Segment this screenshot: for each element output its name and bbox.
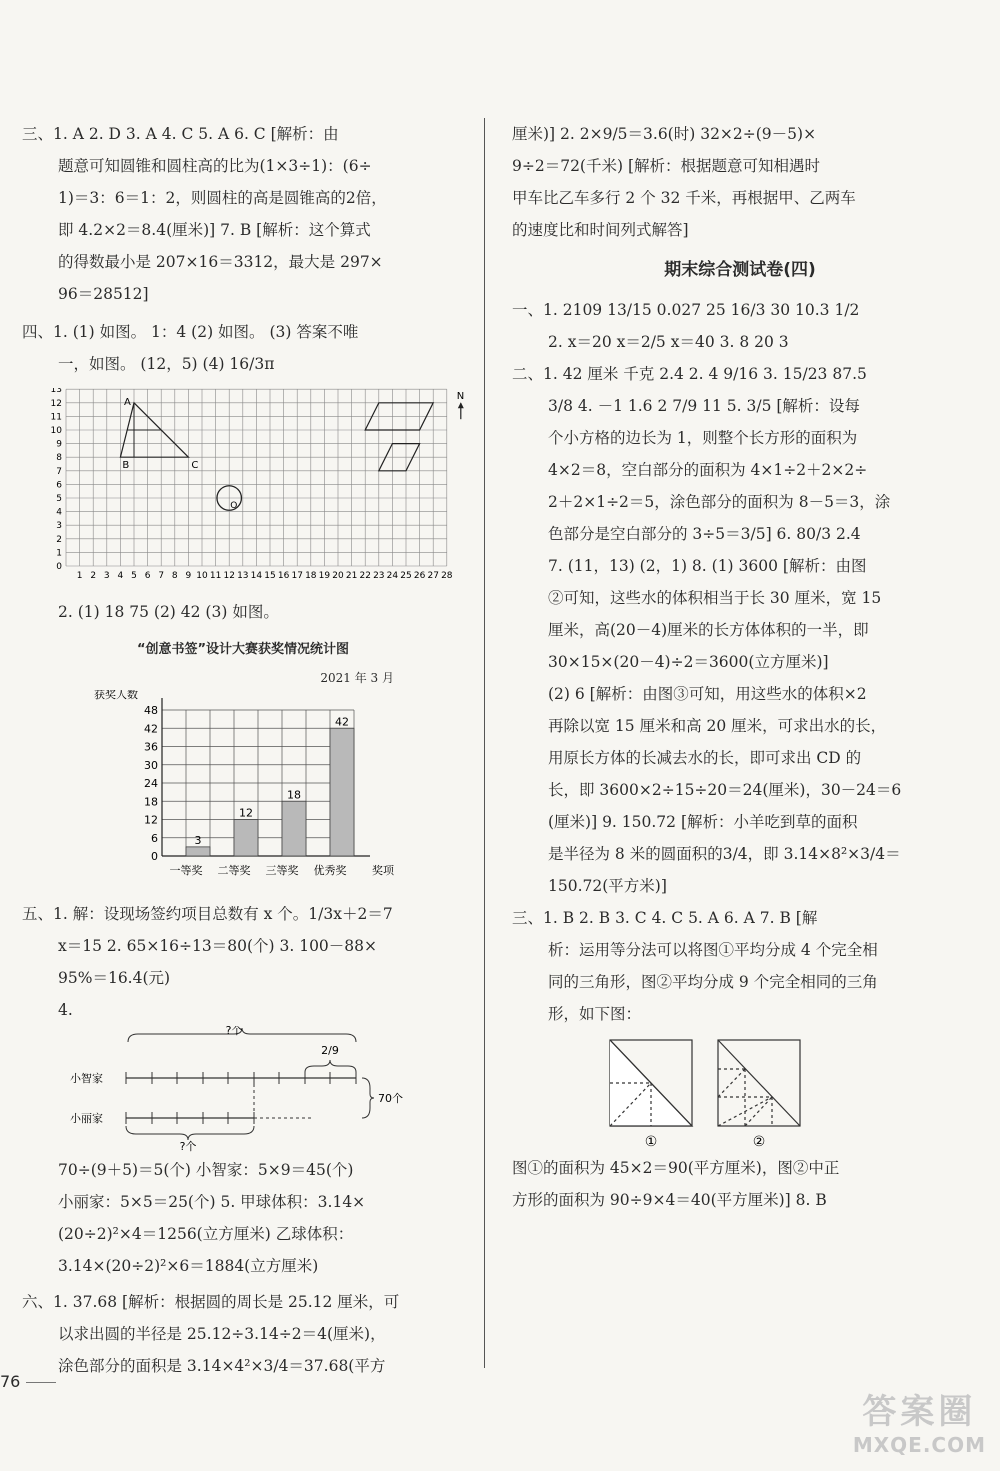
figure-2-label: ② xyxy=(752,1134,766,1150)
text-line: 二、1. 42 厘米 千克 2.4 2. 4 9/16 3. 15/23 87.5 xyxy=(512,365,867,383)
text-line: 一、1. 2109 13/15 0.027 25 16/3 30 10.3 1/2 xyxy=(512,301,860,319)
coordinate-grid-figure xyxy=(22,388,464,588)
x-tick-label: 5 xyxy=(131,571,137,581)
segment-bottom-label: ?个 xyxy=(179,1140,197,1153)
text-line: 4×2＝8，空白部分的面积为 4×1÷2＋2×2÷ xyxy=(548,461,868,479)
page-number: 76 xyxy=(0,1372,56,1391)
segment-diagram xyxy=(22,1026,464,1154)
coordinate-grid xyxy=(22,388,464,588)
y-tick-label: 7 xyxy=(56,466,62,477)
x-tick-label: 25 xyxy=(400,571,412,581)
seventy-label: 70个 xyxy=(378,1092,403,1105)
x-tick-label: 17 xyxy=(291,571,303,581)
y-tick-label: 30 xyxy=(144,758,158,772)
text-line: 3.14×(20÷2)²×6＝1884(立方厘米) xyxy=(58,1257,319,1275)
text-line: 的速度比和时间列式解答] xyxy=(512,221,689,239)
y-tick-label: 11 xyxy=(50,412,62,423)
text-line: 图①的面积为 45×2＝90(平方厘米)，图②中正 xyxy=(512,1159,840,1177)
bar xyxy=(282,801,306,856)
y-tick-label: 6 xyxy=(151,831,158,845)
x-axis-label: 奖项 xyxy=(372,864,394,877)
bar xyxy=(186,847,210,856)
text-line: 涂色部分的面积是 3.14×4²×3/4＝37.68(平方 xyxy=(58,1357,386,1375)
y-tick-label: 0 xyxy=(151,850,158,863)
text-line: (厘米)] 9. 150.72 [解析：小羊吃到草的面积 xyxy=(548,813,858,831)
xiaoli-label: 小丽家 xyxy=(70,1112,103,1125)
x-tick-label: 13 xyxy=(237,571,249,581)
text-line: x＝15 2. 65×16÷13＝80(个) 3. 100－88× xyxy=(58,937,378,955)
fraction-label: 2/9 xyxy=(321,1044,339,1057)
x-tick-label: 8 xyxy=(171,571,178,581)
text-line: 三、1. A 2. D 3. A 4. C 5. A 6. C [解析：由 xyxy=(22,125,339,143)
text-line: (2) 6 [解析：由图③可知，用这些水的体积×2 xyxy=(548,685,867,703)
y-tick-label: 24 xyxy=(144,777,158,790)
text-line: 五、1. 解：设现场签约项目总数有 x 个。1/3x＋2＝7 xyxy=(22,905,393,923)
x-tick-label: 21 xyxy=(345,571,358,581)
chart-date: 2021 年 3 月 xyxy=(320,671,394,685)
x-tick-label: 6 xyxy=(144,571,151,581)
text-line: 方形的面积为 90÷9×4＝40(平方厘米)] 8. B xyxy=(512,1191,827,1209)
y-tick-label: 12 xyxy=(144,813,158,827)
triangles-svg xyxy=(512,1034,968,1152)
y-tick-label: 18 xyxy=(144,795,158,809)
text-line: 小丽家：5×5＝25(个) 5. 甲球体积：3.14× xyxy=(58,1193,366,1211)
category-label: 三等奖 xyxy=(265,864,299,877)
x-tick-label: 27 xyxy=(427,571,439,581)
text-line: 2. x＝20 x＝2/5 x＝40 3. 8 20 3 xyxy=(548,333,789,351)
y-tick-label: 4 xyxy=(56,507,62,518)
section-4-line-1: 四、1. (1) 如图。 1：4 (2) 如图。 (3) 答案不唯 xyxy=(22,323,359,341)
xiaozhi-label: 小智家 xyxy=(70,1072,103,1085)
x-tick-label: 9 xyxy=(185,571,192,581)
text-line: 70÷(9＋5)＝5(个) 小智家：5×9＝45(个) xyxy=(58,1161,354,1179)
text-line: 即 4.2×2＝8.4(厘米)] 7. B [解析：这个算式 xyxy=(58,221,371,239)
section-5 xyxy=(22,898,464,1026)
bar-value-label: 18 xyxy=(287,788,301,802)
text-line: 1)＝3：6＝1：2，则圆柱的高是圆锥高的2倍， xyxy=(58,189,387,207)
text-line: 六、1. 37.68 [解析：根据圆的周长是 25.12 厘米，可 xyxy=(22,1293,400,1311)
bar-value-label: 42 xyxy=(335,715,349,729)
text-line: 4. xyxy=(58,1001,73,1019)
y-axis-label: 获奖人数 xyxy=(94,690,138,701)
chart-title: “创意书签”设计大赛获奖情况统计图 xyxy=(136,642,350,657)
text-line: 甲车比乙车多行 2 个 32 千米，再根据甲、乙两车 xyxy=(512,189,856,207)
y-tick-label: 3 xyxy=(56,521,62,532)
text-line: 95%＝16.4(元) xyxy=(58,969,171,987)
text-line: 96＝28512] xyxy=(58,285,149,303)
section-6 xyxy=(22,1286,464,1382)
y-tick-label: 9 xyxy=(56,439,62,450)
segment-diagram-svg xyxy=(22,1026,464,1154)
x-tick-label: 4 xyxy=(117,571,124,581)
label-a: A xyxy=(124,396,131,408)
text-line: 析：运用等分法可以将图①平均分成 4 个完全相 xyxy=(548,941,878,959)
text-line: ②可知，这些水的体积相当于长 30 厘米，宽 15 xyxy=(548,589,882,607)
y-tick-label: 42 xyxy=(144,722,158,736)
x-tick-label: 11 xyxy=(209,571,222,581)
section-4-line-2: 一，如图。 (12，5) (4) 16/3π xyxy=(58,355,275,373)
north-arrow-head xyxy=(458,402,464,408)
x-tick-label: 14 xyxy=(250,571,263,581)
bar-value-label: 3 xyxy=(194,833,202,847)
north-label: N xyxy=(456,391,464,403)
text-line: 色部分是空白部分的 3÷5＝3/5] 6. 80/3 2.4 xyxy=(548,525,861,543)
x-tick-label: 20 xyxy=(332,571,344,581)
y-tick-label: 12 xyxy=(50,398,62,409)
y-tick-label: 8 xyxy=(56,453,62,464)
section-4-q2: 2. (1) 18 75 (2) 42 (3) 如图。 xyxy=(58,603,279,621)
segment-top-label: ?个 xyxy=(225,1026,243,1037)
x-tick-label: 15 xyxy=(264,571,276,581)
text-line: 的得数最小是 207×16＝3312，最大是 297× xyxy=(58,253,383,271)
text-line: 厘米)] 2. 2×9/5＝3.6(时) 32×2÷(9－5)× xyxy=(512,125,817,143)
left-column xyxy=(22,118,464,1382)
x-tick-label: 12 xyxy=(223,571,235,581)
text-line: 3/8 4. －1 1.6 2 7/9 11 5. 3/5 [解析：设每 xyxy=(548,397,860,415)
category-label: 优秀奖 xyxy=(313,864,347,877)
right-body xyxy=(512,294,968,1030)
triangle-figures xyxy=(512,1034,968,1152)
x-tick-label: 24 xyxy=(386,571,399,581)
bar-chart xyxy=(22,690,464,890)
y-tick-label: 0 xyxy=(56,562,62,572)
x-tick-label: 10 xyxy=(196,571,208,581)
category-label: 二等奖 xyxy=(217,864,251,877)
bar-chart-figure xyxy=(22,690,464,890)
x-tick-label: 26 xyxy=(413,571,426,581)
label-o: O xyxy=(230,501,238,511)
bar-value-label: 12 xyxy=(239,806,253,820)
exam-title: 期末综合测试卷(四) xyxy=(664,260,816,280)
text-line: 2＋2×1÷2＝5，涂色部分的面积为 8－5＝3，涂 xyxy=(548,493,891,511)
y-tick-label: 2 xyxy=(56,534,62,545)
watermark-logo xyxy=(853,1384,986,1457)
x-tick-label: 28 xyxy=(441,571,453,581)
text-line: 厘米，高(20－4)厘米的长方体体积的一半，即 xyxy=(548,621,869,639)
y-tick-label: 5 xyxy=(56,494,62,504)
x-tick-label: 22 xyxy=(359,571,371,581)
x-tick-label: 3 xyxy=(103,571,110,581)
text-line: 个小方格的边长为 1，则整个长方形的面积为 xyxy=(548,429,858,447)
bar xyxy=(234,820,258,857)
y-tick-label: 48 xyxy=(144,704,158,717)
section-3 xyxy=(22,118,464,310)
category-label: 一等奖 xyxy=(169,864,203,877)
x-tick-label: 7 xyxy=(158,571,165,581)
y-tick-label: 6 xyxy=(56,480,62,491)
label-c: C xyxy=(191,460,199,472)
bar xyxy=(330,728,354,856)
text-line: 是半径为 8 米的圆面积的3/4，即 3.14×8²×3/4＝ xyxy=(548,845,901,863)
text-line: 150.72(平方米)] xyxy=(548,877,667,895)
right-column xyxy=(512,118,968,1216)
y-tick-label: 1 xyxy=(56,548,62,559)
section-5-continued xyxy=(22,1154,464,1282)
x-tick-label: 1 xyxy=(76,571,83,581)
text-line: 9÷2＝72(千米) [解析：根据题意可知相遇时 xyxy=(512,157,821,175)
x-tick-label: 18 xyxy=(305,571,317,581)
x-tick-label: 23 xyxy=(373,571,385,581)
x-tick-label: 16 xyxy=(277,571,290,581)
y-tick-label: 36 xyxy=(144,740,158,754)
label-b: B xyxy=(122,460,130,472)
text-line: 用原长方体的长减去水的长，即可求出 CD 的 xyxy=(548,749,862,767)
text-line: 7. (11，13) (2，1) 8. (1) 3600 [解析：由图 xyxy=(548,557,867,575)
text-line: (20÷2)²×4＝1256(立方厘米) 乙球体积： xyxy=(58,1225,354,1243)
right-bottom-block xyxy=(512,1152,968,1216)
text-line: 三、1. B 2. B 3. C 4. C 5. A 6. A 7. B [解 xyxy=(512,909,818,927)
text-line: 形，如下图： xyxy=(548,1005,642,1023)
figure-1-label: ① xyxy=(644,1134,658,1150)
watermark-url: MXQE.COM xyxy=(852,1433,986,1457)
x-tick-label: 19 xyxy=(318,571,331,581)
text-line: 30×15×(20－4)÷2＝3600(立方厘米)] xyxy=(548,653,829,671)
text-line: 以求出圆的半径是 25.12÷3.14÷2＝4(厘米)， xyxy=(58,1325,386,1343)
text-line: 题意可知圆锥和圆柱高的比为(1×3÷1)：(6÷ xyxy=(58,157,372,175)
text-line: 再除以宽 15 厘米和高 20 厘米，可求出水的长， xyxy=(548,717,887,735)
y-tick-label: 10 xyxy=(50,426,62,436)
text-line: 长，即 3600×2÷15÷20＝24(厘米)，30－24＝6 xyxy=(548,781,902,799)
right-top-block xyxy=(512,118,968,246)
y-tick-label: 13 xyxy=(50,388,62,396)
text-line: 同的三角形，图②平均分成 9 个完全相同的三角 xyxy=(548,973,878,991)
column-divider xyxy=(484,118,485,1368)
x-tick-label: 2 xyxy=(90,571,97,581)
watermark-text: 答案圈 xyxy=(862,1392,977,1432)
